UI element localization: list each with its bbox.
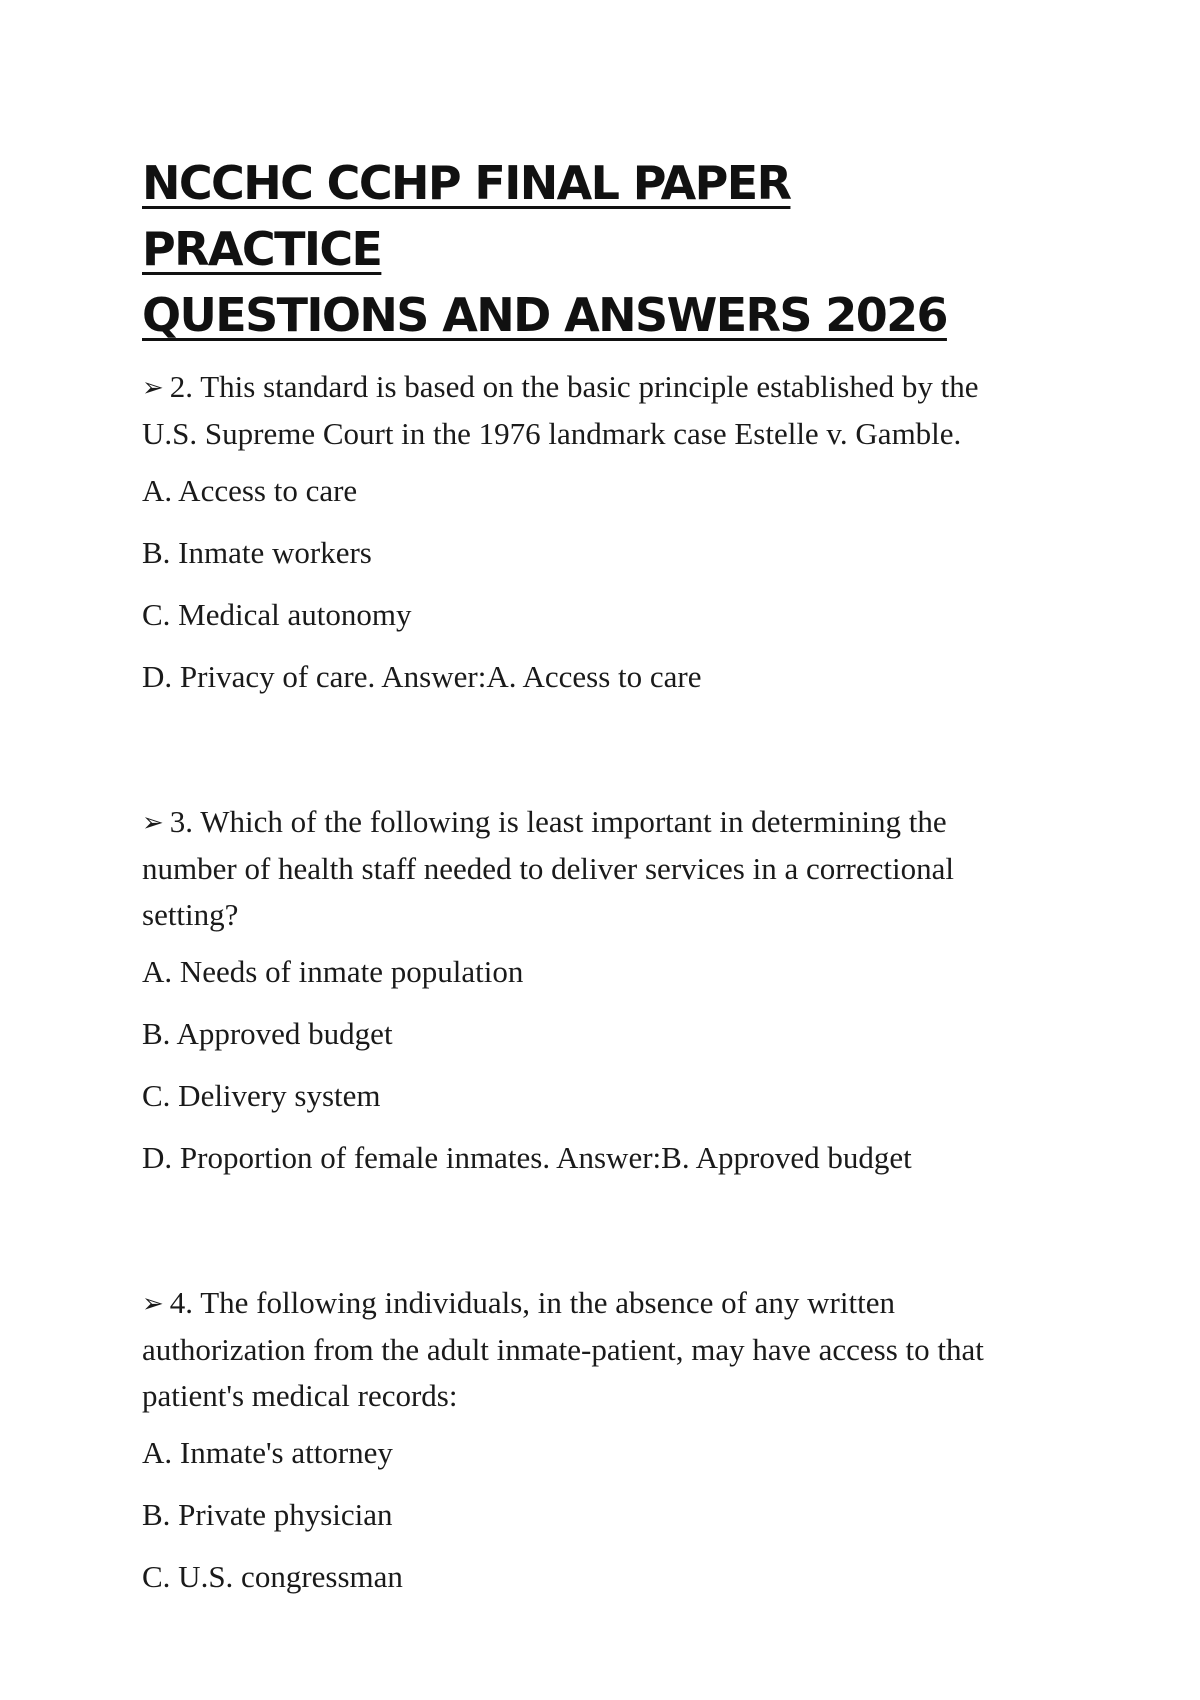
spacer (142, 1200, 1030, 1280)
question-block-3 (142, 799, 1030, 1178)
arrow-bullet-icon: ➢ (142, 1289, 164, 1318)
option-d-answer: D. Proportion of female inmates. Answer:B. Approved budget (142, 1140, 912, 1175)
question-3-text: 3. Which of the following is least important in determining the number of health staff needed to deliver services in a correctional setting? (142, 804, 954, 932)
option-c: C. U.S. congressman (142, 1559, 403, 1594)
option-b: B. Inmate workers (142, 535, 372, 570)
question-2-text: 2. This standard is based on the basic principle established by the U.S. Supreme Court in the 1976 landmark case Estelle v. Gamble. (142, 369, 979, 451)
question-text (142, 364, 1030, 457)
spacer (142, 719, 1030, 799)
option-b: B. Private physician (142, 1497, 393, 1532)
question-text (142, 799, 1030, 938)
question-4-text: 4. The following individuals, in the absence of any written authorization from the adult inmate-patient, may have access to that patient's medical records: (142, 1285, 984, 1413)
option-a: A. Inmate's attorney (142, 1435, 393, 1470)
option-a: A. Access to care (142, 473, 358, 508)
option-c: C. Medical autonomy (142, 597, 412, 632)
title-line-1: NCCHC CCHP FINAL PAPER PRACTICE (142, 156, 791, 276)
question-text (142, 1280, 1030, 1419)
title-line-2: QUESTIONS AND ANSWERS 2026 (142, 288, 947, 342)
arrow-bullet-icon: ➢ (142, 808, 164, 837)
document-title (142, 150, 1030, 348)
option-d-answer: D. Privacy of care. Answer:A. Access to care (142, 659, 702, 694)
question-block-2 (142, 364, 1030, 697)
option-b: B. Approved budget (142, 1016, 393, 1051)
option-c: C. Delivery system (142, 1078, 381, 1113)
question-block-4 (142, 1280, 1030, 1597)
arrow-bullet-icon: ➢ (142, 373, 164, 402)
option-a: A. Needs of inmate population (142, 954, 524, 989)
